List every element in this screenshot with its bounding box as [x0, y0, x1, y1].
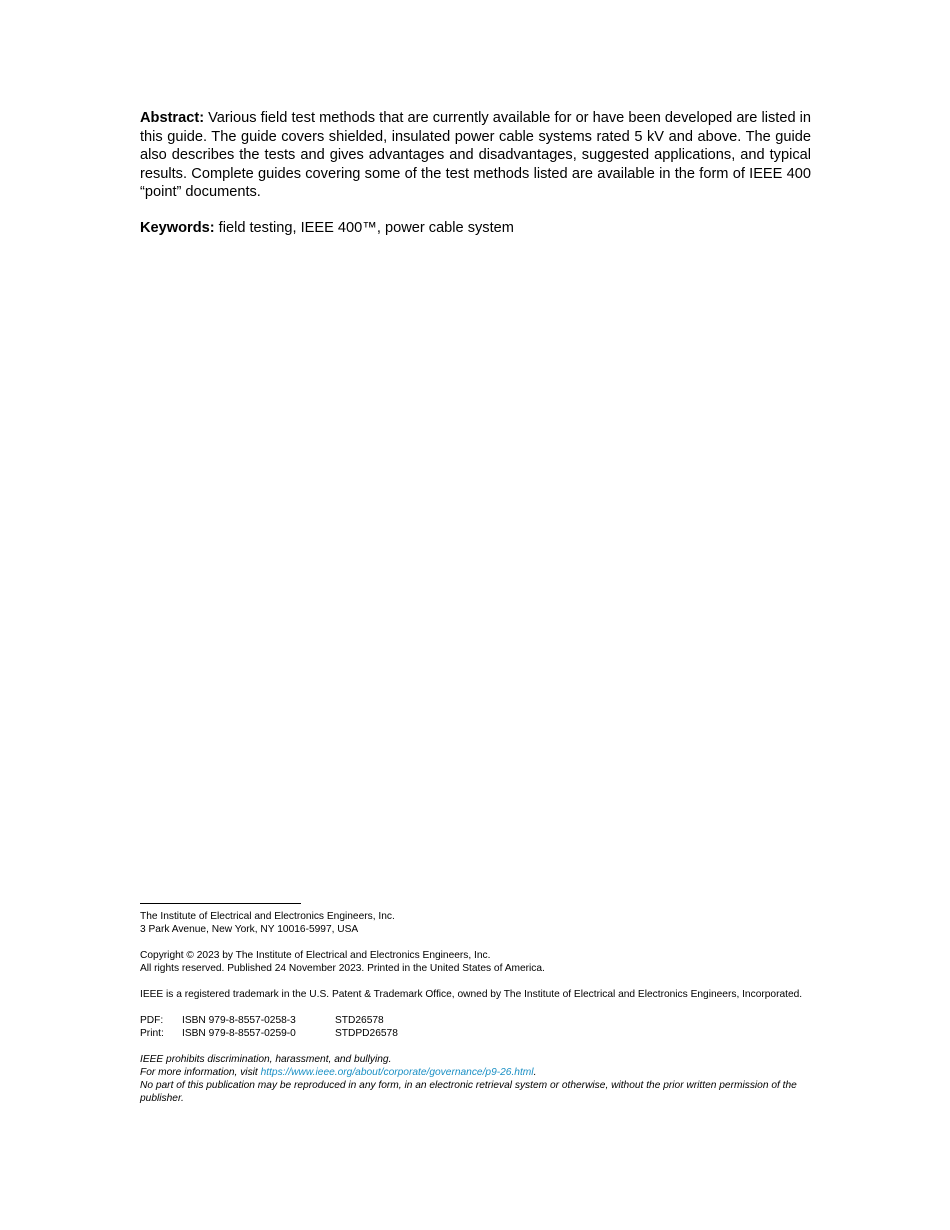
info-line [140, 1066, 812, 1079]
trademark-block [140, 988, 812, 1001]
isbn-row-pdf [140, 1014, 812, 1027]
copyright-block [140, 949, 812, 975]
trademark-notice: IEEE is a registered trademark in the U.S. Patent & Trademark Office, owned by The Institute of Electrical and Electronics Engineers, Incorporated. [140, 989, 803, 1000]
publication-footer [140, 903, 812, 1118]
abstract-label: Abstract: [140, 110, 205, 126]
footer-divider [140, 903, 301, 904]
policy-statement: IEEE prohibits discrimination, harassment, and bullying. [140, 1054, 392, 1065]
isbn-format: Print: [140, 1028, 164, 1039]
isbn-format: PDF: [140, 1015, 164, 1026]
abstract-paragraph [140, 109, 811, 202]
info-prefix: For more information, visit [140, 1067, 261, 1078]
info-suffix: . [533, 1067, 537, 1078]
abstract-text: Various field test methods that are currently available for or have been developed are listed in this guide. The guide covers shielded, insulated power cable systems rated 5 kV and above. The guide also describes the tests and gives advantages and disadvantages, suggested applications, and typical results. Complete guides covering some of the test methods listed are available in the form of IEEE 400 “point” documents. [140, 110, 811, 200]
keywords-label: Keywords: [140, 219, 215, 236]
keywords-text: field testing, IEEE 400™, power cable system [218, 219, 514, 236]
isbn-code: STD26578 [335, 1015, 384, 1026]
isbn-block [140, 1014, 812, 1040]
rights-line: All rights reserved. Published 24 November 2023. Printed in the United States of America. [140, 963, 545, 974]
copyright-line: Copyright © 2023 by The Institute of Electrical and Electronics Engineers, Inc. [140, 950, 491, 961]
keywords-paragraph [140, 219, 811, 238]
policy-block [140, 1053, 812, 1105]
publisher-block [140, 910, 812, 936]
governance-link[interactable]: https://www.ieee.org/about/corporate/governance/p9-26.html [260, 1067, 534, 1078]
isbn-number: ISBN 979-8-8557-0259-0 [182, 1028, 296, 1039]
isbn-number: ISBN 979-8-8557-0258-3 [182, 1015, 296, 1026]
isbn-code: STDPD26578 [335, 1028, 398, 1039]
isbn-row-print [140, 1027, 812, 1040]
publisher-name: The Institute of Electrical and Electronics Engineers, Inc. [140, 911, 395, 922]
reproduction-notice: No part of this publication may be reproduced in any form, in an electronic retrieval system or otherwise, without the prior written permission of the publisher. [140, 1080, 797, 1104]
main-content [140, 109, 811, 237]
publisher-address: 3 Park Avenue, New York, NY 10016-5997, USA [140, 924, 359, 935]
